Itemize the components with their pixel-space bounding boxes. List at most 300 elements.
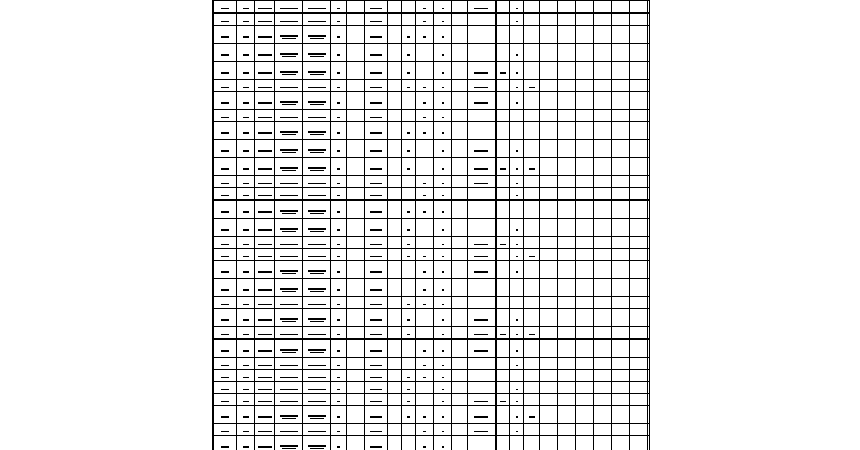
table-cell	[255, 358, 275, 370]
table-cell	[347, 309, 365, 327]
table-cell	[452, 297, 468, 309]
table-cell	[558, 62, 576, 80]
table-row	[214, 44, 651, 62]
illegible-text-mark	[258, 289, 272, 291]
illegible-text-mark	[370, 132, 382, 134]
illegible-text-mark	[243, 102, 249, 104]
table-cell	[648, 158, 651, 176]
table-cell	[468, 370, 496, 382]
illegible-text-mark	[474, 319, 488, 321]
illegible-text-mark	[442, 431, 444, 433]
illegible-text-mark	[258, 211, 272, 213]
table-cell	[594, 13, 612, 26]
illegible-text-mark	[280, 8, 298, 10]
table-cell	[630, 237, 648, 249]
table-cell	[434, 62, 452, 80]
illegible-text-mark	[407, 389, 410, 391]
table-cell	[612, 339, 630, 358]
illegible-text-mark	[442, 72, 444, 74]
illegible-text-mark	[258, 334, 272, 336]
table-cell	[303, 92, 331, 110]
table-cell	[388, 219, 402, 237]
illegible-text-mark	[243, 304, 249, 306]
table-cell	[303, 382, 331, 394]
illegible-text-mark	[258, 431, 272, 433]
illegible-text-mark	[442, 54, 444, 56]
table-cell	[365, 436, 388, 450]
table-cell	[510, 110, 524, 122]
illegible-text-mark	[280, 431, 298, 433]
table-cell	[468, 158, 496, 176]
illegible-text-mark	[442, 289, 444, 291]
table-cell	[237, 261, 255, 279]
illegible-text-mark	[442, 271, 444, 273]
table-cell	[576, 219, 594, 237]
table-cell	[496, 327, 510, 340]
illegible-text-mark	[474, 350, 488, 352]
table-cell	[452, 44, 468, 62]
illegible-text-mark	[308, 167, 326, 169]
illegible-text-mark	[243, 334, 249, 336]
table-cell	[594, 1, 612, 14]
table-cell	[496, 219, 510, 237]
table-cell	[594, 44, 612, 62]
illegible-text-mark	[337, 195, 340, 197]
table-cell	[540, 394, 558, 406]
table-cell	[434, 249, 452, 261]
illegible-text-mark	[474, 401, 488, 403]
table-cell	[214, 200, 237, 219]
illegible-text-mark	[282, 152, 296, 154]
table-cell	[468, 13, 496, 26]
table-cell	[388, 237, 402, 249]
table-cell	[237, 297, 255, 309]
table-cell	[255, 249, 275, 261]
table-row	[214, 279, 651, 297]
table-cell	[540, 110, 558, 122]
illegible-text-mark	[310, 134, 324, 136]
table-cell	[237, 80, 255, 92]
table-cell	[214, 358, 237, 370]
table-cell	[524, 261, 540, 279]
table-cell	[388, 370, 402, 382]
illegible-text-mark	[442, 117, 444, 119]
table-cell	[434, 327, 452, 340]
table-cell	[540, 358, 558, 370]
table-cell	[452, 219, 468, 237]
table-cell	[237, 249, 255, 261]
illegible-text-mark	[423, 350, 426, 352]
table-cell	[388, 122, 402, 140]
table-cell	[416, 327, 434, 340]
table-cell	[648, 394, 651, 406]
table-cell	[331, 122, 347, 140]
table-cell	[452, 339, 468, 358]
illegible-text-mark	[282, 231, 296, 233]
illegible-text-mark	[258, 319, 272, 321]
table-cell	[594, 309, 612, 327]
table-cell	[388, 200, 402, 219]
illegible-text-mark	[308, 288, 326, 290]
illegible-text-mark	[516, 416, 518, 418]
table-cell	[255, 436, 275, 450]
table-cell	[402, 237, 416, 249]
table-cell	[214, 110, 237, 122]
illegible-text-mark	[280, 365, 298, 367]
illegible-text-mark	[258, 21, 272, 23]
table-cell	[630, 261, 648, 279]
table-cell	[214, 382, 237, 394]
table-cell	[540, 62, 558, 80]
illegible-text-mark	[308, 149, 326, 151]
illegible-text-mark	[308, 431, 326, 433]
table-cell	[496, 188, 510, 201]
illegible-text-mark	[407, 319, 410, 321]
illegible-text-mark	[370, 377, 382, 379]
table-cell	[524, 297, 540, 309]
table-cell	[468, 237, 496, 249]
illegible-text-mark	[370, 72, 382, 74]
table-cell	[558, 358, 576, 370]
table-cell	[416, 219, 434, 237]
table-cell	[331, 370, 347, 382]
table-cell	[510, 358, 524, 370]
illegible-text-mark	[423, 102, 426, 104]
illegible-text-mark	[516, 72, 518, 74]
table-cell	[255, 309, 275, 327]
table-cell	[237, 394, 255, 406]
illegible-text-mark	[258, 256, 272, 258]
table-cell	[275, 249, 303, 261]
table-cell	[468, 358, 496, 370]
table-cell	[558, 176, 576, 188]
table-cell	[612, 370, 630, 382]
table-cell	[630, 309, 648, 327]
illegible-text-mark	[258, 168, 272, 170]
illegible-text-mark	[423, 8, 426, 10]
table-cell	[214, 436, 237, 450]
table-cell	[365, 309, 388, 327]
table-cell	[255, 92, 275, 110]
table-cell	[416, 436, 434, 450]
illegible-text-mark	[407, 401, 410, 403]
table-cell	[416, 406, 434, 424]
table-cell	[388, 176, 402, 188]
table-cell	[648, 80, 651, 92]
table-cell	[594, 176, 612, 188]
table-cell	[594, 140, 612, 158]
illegible-text-mark	[310, 152, 324, 154]
illegible-text-mark	[221, 229, 229, 231]
table-cell	[452, 140, 468, 158]
illegible-text-mark	[308, 365, 326, 367]
illegible-text-mark	[337, 256, 340, 258]
illegible-text-mark	[243, 446, 249, 448]
illegible-text-mark	[516, 8, 518, 10]
table-cell	[594, 26, 612, 44]
table-cell	[452, 122, 468, 140]
table-cell	[331, 249, 347, 261]
table-cell	[612, 406, 630, 424]
table-cell	[331, 44, 347, 62]
illegible-text-mark	[258, 8, 272, 10]
table-cell	[434, 406, 452, 424]
table-cell	[365, 370, 388, 382]
illegible-text-mark	[370, 8, 382, 10]
table-cell	[524, 188, 540, 201]
illegible-text-mark	[280, 183, 298, 185]
table-cell	[434, 219, 452, 237]
table-cell	[388, 297, 402, 309]
table-cell	[402, 394, 416, 406]
illegible-text-mark	[442, 211, 444, 213]
table-cell	[275, 279, 303, 297]
table-cell	[630, 92, 648, 110]
table-cell	[434, 339, 452, 358]
illegible-text-mark	[258, 304, 272, 306]
table-cell	[303, 188, 331, 201]
illegible-text-mark	[308, 256, 326, 258]
illegible-text-mark	[370, 334, 382, 336]
illegible-text-mark	[516, 87, 518, 89]
table-cell	[576, 26, 594, 44]
illegible-text-mark	[474, 183, 488, 185]
table-cell	[214, 370, 237, 382]
table-cell	[558, 261, 576, 279]
table-cell	[648, 327, 651, 340]
illegible-text-mark	[221, 21, 229, 23]
illegible-text-mark	[280, 167, 298, 169]
table-cell	[524, 176, 540, 188]
table-cell	[365, 44, 388, 62]
illegible-text-mark	[243, 365, 249, 367]
table-cell	[648, 370, 651, 382]
table-cell	[434, 110, 452, 122]
illegible-text-mark	[221, 289, 229, 291]
table-cell	[388, 406, 402, 424]
illegible-text-mark	[221, 446, 229, 448]
illegible-text-mark	[280, 149, 298, 151]
illegible-text-mark	[407, 229, 410, 231]
table-cell	[510, 309, 524, 327]
table-cell	[612, 122, 630, 140]
table-cell	[388, 249, 402, 261]
illegible-text-mark	[370, 365, 382, 367]
illegible-text-mark	[337, 54, 340, 56]
table-cell	[237, 110, 255, 122]
table-cell	[612, 13, 630, 26]
table-cell	[510, 237, 524, 249]
table-row	[214, 26, 651, 44]
table-cell	[648, 382, 651, 394]
table-cell	[303, 26, 331, 44]
illegible-text-mark	[337, 334, 340, 336]
illegible-text-mark	[243, 256, 249, 258]
table-cell	[648, 44, 651, 62]
illegible-text-mark	[516, 21, 518, 23]
illegible-text-mark	[423, 289, 426, 291]
table-cell	[214, 424, 237, 436]
illegible-text-mark	[500, 244, 506, 246]
table-cell	[331, 92, 347, 110]
table-cell	[275, 358, 303, 370]
table-cell	[496, 62, 510, 80]
table-row	[214, 140, 651, 158]
table-cell	[510, 140, 524, 158]
table-cell	[347, 158, 365, 176]
table-cell	[540, 309, 558, 327]
table-cell	[402, 327, 416, 340]
table-cell	[594, 394, 612, 406]
illegible-text-mark	[442, 21, 444, 23]
table-cell	[648, 219, 651, 237]
illegible-text-mark	[370, 21, 382, 23]
table-cell	[540, 219, 558, 237]
table-cell	[347, 1, 365, 14]
illegible-text-mark	[407, 72, 410, 74]
illegible-text-mark	[243, 117, 249, 119]
illegible-text-mark	[474, 102, 488, 104]
illegible-text-mark	[258, 132, 272, 134]
illegible-text-mark	[370, 195, 382, 197]
table-cell	[576, 176, 594, 188]
table-cell	[365, 1, 388, 14]
table-cell	[331, 110, 347, 122]
table-cell	[303, 370, 331, 382]
illegible-text-mark	[280, 288, 298, 290]
table-cell	[237, 279, 255, 297]
table-cell	[365, 13, 388, 26]
table-cell	[648, 1, 651, 14]
illegible-text-mark	[442, 416, 444, 418]
illegible-text-mark	[337, 72, 340, 74]
table-cell	[365, 339, 388, 358]
table-cell	[388, 110, 402, 122]
table-cell	[452, 237, 468, 249]
illegible-text-mark	[280, 53, 298, 55]
illegible-text-mark	[442, 350, 444, 352]
illegible-text-mark	[308, 445, 326, 447]
table-cell	[303, 297, 331, 309]
table-cell	[237, 436, 255, 450]
illegible-text-mark	[258, 229, 272, 231]
illegible-text-mark	[280, 228, 298, 230]
table-cell	[331, 219, 347, 237]
illegible-text-mark	[337, 271, 340, 273]
illegible-text-mark	[370, 102, 382, 104]
table-cell	[510, 80, 524, 92]
table-cell	[452, 370, 468, 382]
illegible-text-mark	[337, 304, 340, 306]
table-cell	[416, 382, 434, 394]
table-cell	[402, 382, 416, 394]
illegible-text-mark	[258, 87, 272, 89]
table-cell	[576, 92, 594, 110]
illegible-text-mark	[370, 401, 382, 403]
table-cell	[524, 249, 540, 261]
table-cell	[365, 92, 388, 110]
illegible-text-mark	[280, 244, 298, 246]
illegible-text-mark	[442, 183, 444, 185]
illegible-text-mark	[280, 71, 298, 73]
illegible-text-mark	[423, 87, 426, 89]
table-cell	[524, 92, 540, 110]
illegible-text-mark	[258, 195, 272, 197]
table-cell	[576, 140, 594, 158]
table-cell	[255, 158, 275, 176]
table-cell	[630, 26, 648, 44]
illegible-text-mark	[243, 72, 249, 74]
table-cell	[612, 358, 630, 370]
table-cell	[612, 436, 630, 450]
table-cell	[365, 327, 388, 340]
illegible-text-mark	[442, 256, 444, 258]
illegible-text-mark	[337, 150, 340, 152]
table-cell	[594, 158, 612, 176]
illegible-text-mark	[310, 321, 324, 323]
table-cell	[524, 122, 540, 140]
table-cell	[558, 26, 576, 44]
table-cell	[576, 406, 594, 424]
table-cell	[331, 188, 347, 201]
illegible-text-mark	[516, 319, 518, 321]
table-cell	[612, 297, 630, 309]
table-cell	[255, 44, 275, 62]
table-cell	[496, 140, 510, 158]
table-cell	[303, 261, 331, 279]
illegible-text-mark	[442, 365, 444, 367]
table-cell	[452, 249, 468, 261]
illegible-text-mark	[370, 350, 382, 352]
table-cell	[214, 122, 237, 140]
table-cell	[452, 176, 468, 188]
illegible-text-mark	[258, 244, 272, 246]
table-cell	[237, 406, 255, 424]
illegible-text-mark	[370, 36, 382, 38]
illegible-text-mark	[442, 244, 444, 246]
illegible-text-mark	[308, 8, 326, 10]
table-cell	[214, 309, 237, 327]
table-cell	[416, 110, 434, 122]
table-cell	[275, 80, 303, 92]
table-cell	[347, 297, 365, 309]
table-cell	[416, 200, 434, 219]
illegible-text-mark	[282, 38, 296, 40]
table-cell	[510, 424, 524, 436]
table-cell	[630, 370, 648, 382]
illegible-text-mark	[442, 304, 444, 306]
table-cell	[275, 309, 303, 327]
illegible-text-mark	[280, 195, 298, 197]
table-cell	[255, 279, 275, 297]
table-cell	[402, 62, 416, 80]
table-cell	[540, 122, 558, 140]
table-cell	[331, 394, 347, 406]
table-cell	[303, 80, 331, 92]
table-cell	[576, 309, 594, 327]
illegible-text-mark	[516, 102, 518, 104]
table-cell	[496, 237, 510, 249]
illegible-text-mark	[529, 87, 535, 89]
table-cell	[496, 176, 510, 188]
illegible-text-mark	[370, 389, 382, 391]
table-cell	[558, 382, 576, 394]
table-cell	[275, 122, 303, 140]
table-cell	[388, 394, 402, 406]
table-cell	[468, 80, 496, 92]
table-cell	[331, 62, 347, 80]
table-cell	[630, 1, 648, 14]
